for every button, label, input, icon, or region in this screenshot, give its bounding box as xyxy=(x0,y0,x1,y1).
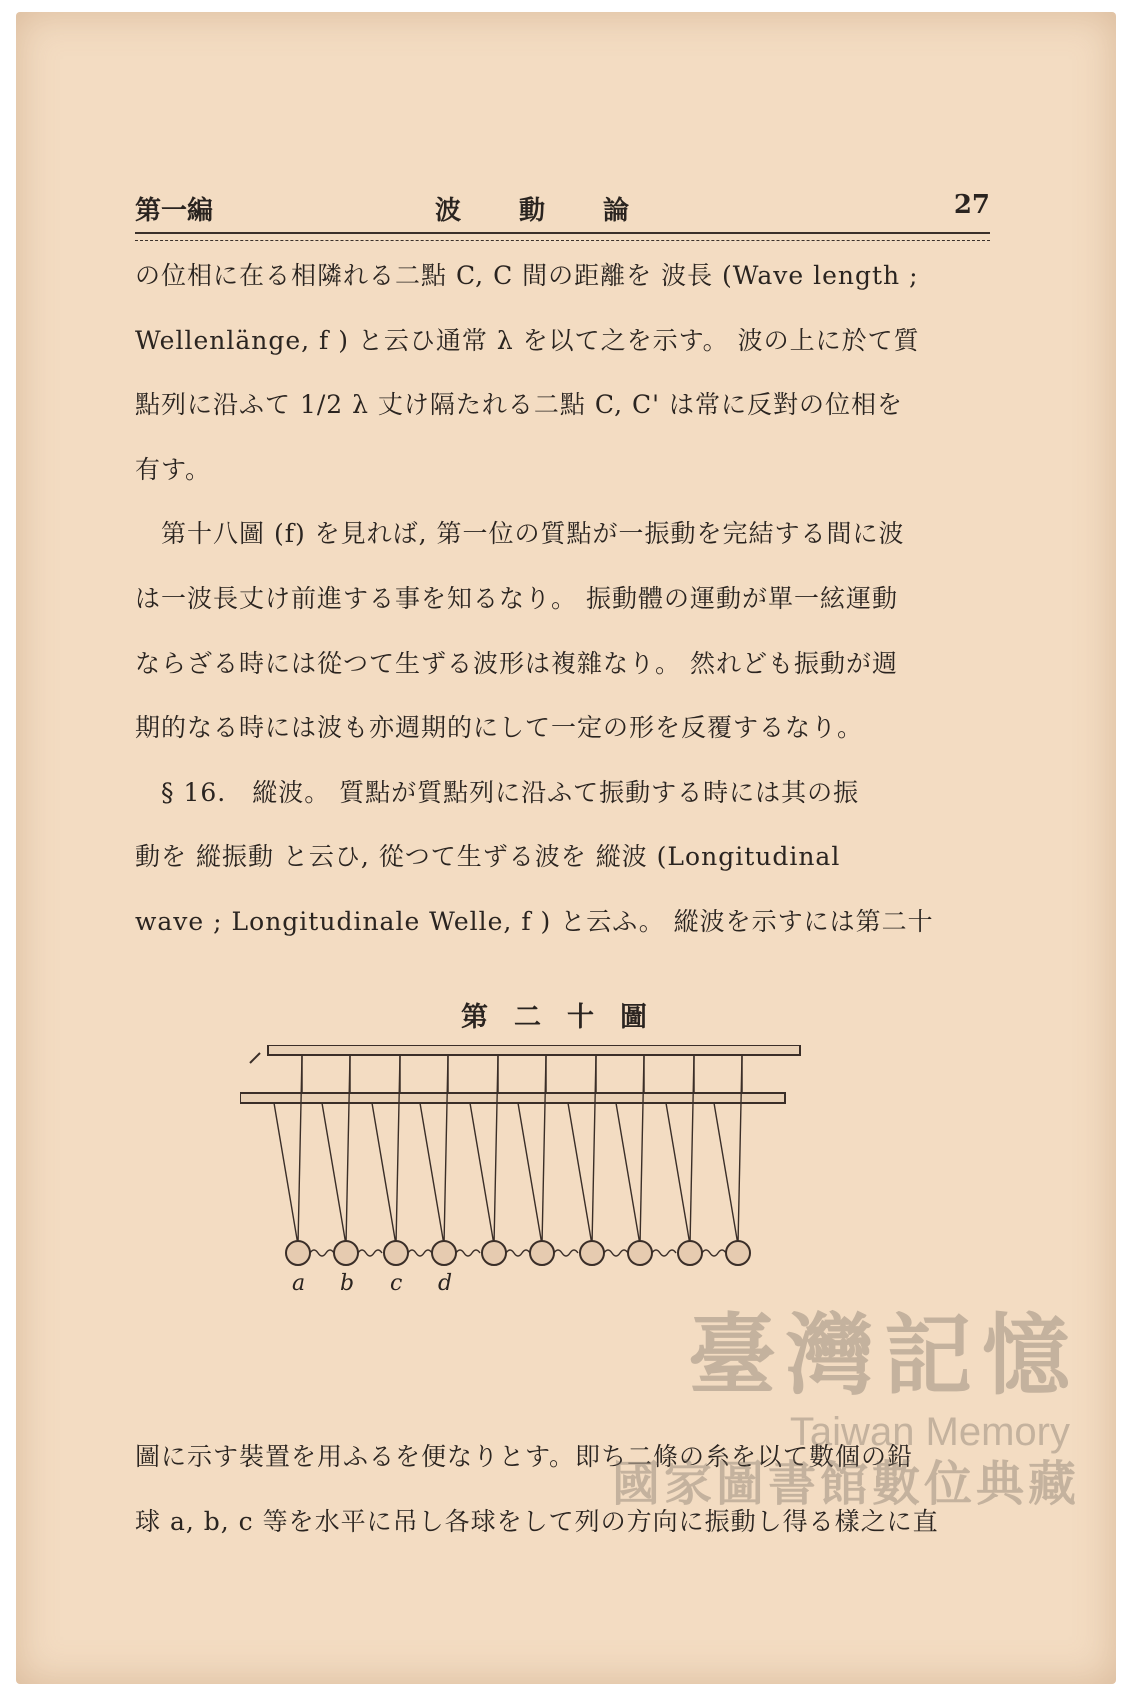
body-text xyxy=(135,244,990,955)
library-watermark xyxy=(520,1300,1080,1560)
header-rule xyxy=(135,232,990,241)
text-line: 有す。 xyxy=(135,454,212,484)
watermark-sub: 國家圖書館數位典藏 xyxy=(611,1456,1080,1512)
lead-balls xyxy=(286,1241,750,1265)
text-line: 第十八圖 (f) を見れば, 第一位の質點が一振動を完結する間に波 xyxy=(135,519,905,549)
ball-label-a: a xyxy=(292,1271,306,1296)
text-line: 球 a, b, c 等を水平に吊し各球をして列の方向に振動し得る樣之に直 xyxy=(135,1506,939,1536)
spring xyxy=(310,1250,334,1256)
text-line: ならざる時には從つて生ずる波形は複雜なり。 然れども振動が週 xyxy=(135,648,898,678)
text-line: 動を 縱振動 と云ひ, 從つて生ずる波を 縱波 (Longitudinal xyxy=(135,842,841,872)
part-label: 第一編 xyxy=(135,196,214,226)
lower-rod xyxy=(240,1093,785,1103)
spring xyxy=(358,1250,382,1256)
rod-ticks xyxy=(302,1055,742,1093)
text-line: wave ; Longitudinale Welle, f ) と云ふ。 縱波を示すには第二十 xyxy=(135,906,934,936)
upper-rod xyxy=(268,1045,800,1055)
watermark-main: 臺灣記憶 xyxy=(687,1303,1080,1407)
spring xyxy=(702,1250,726,1256)
spring xyxy=(554,1250,578,1256)
figure-caption: 第二十圖 xyxy=(461,1002,673,1033)
section-heading-line: § 16. 縱波。 質點が質點列に沿ふて振動する時には其の振 xyxy=(135,777,860,807)
chapter-title: 波動論 xyxy=(435,196,688,226)
text-line: は一波長丈け前進する事を知るなり。 振動體の運動が單一絃運動 xyxy=(135,583,898,613)
text-line: Wellenlänge, f ) と云ひ通常 λ を以て之を示す。 波の上に於て質 xyxy=(135,325,920,355)
ball-label-c: c xyxy=(390,1271,403,1296)
spring xyxy=(652,1250,676,1256)
text-line: の位相に在る相隣れる二點 C, C 間の距離を 波長 (Wave length ; xyxy=(135,261,919,290)
ball-label-b: b xyxy=(340,1271,355,1296)
spring xyxy=(456,1250,480,1256)
running-head xyxy=(135,190,990,230)
suspension-threads xyxy=(274,1055,742,1245)
ball-label-d: d xyxy=(438,1271,453,1296)
page-number: 27 xyxy=(953,190,990,220)
watermark-english: Taiwan Memory xyxy=(789,1410,1070,1454)
spring xyxy=(506,1250,530,1256)
text-line: 點列に沿ふて 1/2 λ 丈け隔たれる二點 C, C' は常に反對の位相を xyxy=(135,390,903,420)
spring xyxy=(604,1250,628,1256)
spring xyxy=(408,1250,432,1256)
text-line: 期的なる時には波も亦週期的にして一定の形を反覆するなり。 xyxy=(135,713,864,743)
text-line: 圖に示す裝置を用ふるを便なりとす。即ち二條の糸を以て數個の鉛 xyxy=(135,1442,914,1471)
